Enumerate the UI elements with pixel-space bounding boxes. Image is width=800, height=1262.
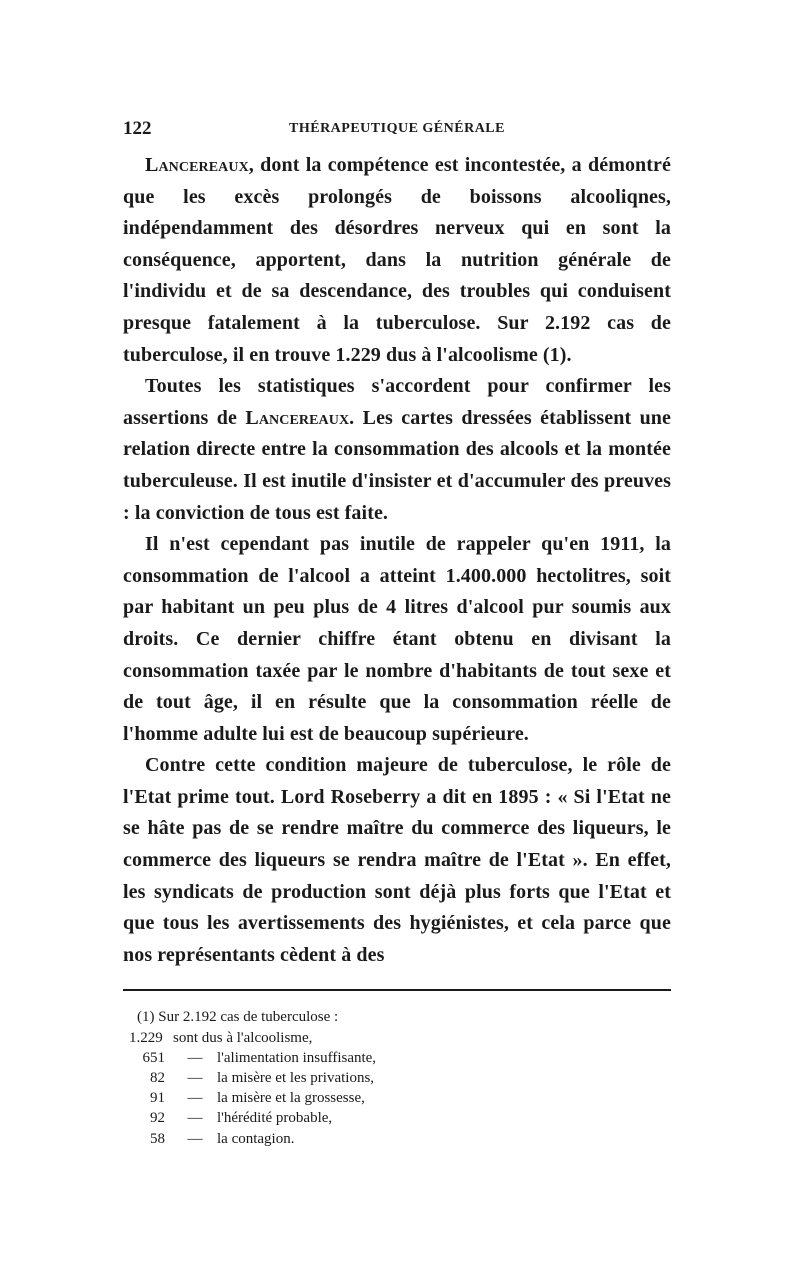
running-title: THÉRAPEUTIQUE GÉNÉRALE xyxy=(289,121,505,136)
footnote-count: 1.229 xyxy=(129,1029,163,1046)
footnote-label: la misère et les privations, xyxy=(217,1070,375,1087)
author-name: Lancereaux xyxy=(245,406,350,429)
paragraph-3: Il n'est cependant pas inutile de rappeler qu'en 1911, la consommation de l'alcool a atteint 1.400.000 hectolitres, soit par habitant un peu plus de 4 litres d'alcool pur soumis aux droits. Ce dernier chiffre étant obtenu en divisant la consommation taxée par le nombre d'habitants de tout sexe et de tout âge, il en résulte que la consommation réelle de l'homme adulte lui est de beaucoup supérieure. xyxy=(123,533,671,745)
footnote-intro: (1) Sur 2.192 cas de tuberculose : xyxy=(137,1009,339,1026)
footnote-dash: — xyxy=(187,1070,203,1087)
paragraph-2 xyxy=(123,371,671,529)
body-text xyxy=(123,150,671,971)
footnote-row xyxy=(129,1108,376,1128)
footnote-row xyxy=(129,1068,376,1088)
footnote xyxy=(123,1007,671,1148)
footnote-row xyxy=(129,1028,376,1048)
footnote-dash: — xyxy=(187,1110,203,1127)
footnote-row xyxy=(129,1048,376,1068)
footnote-dash: — xyxy=(187,1049,203,1066)
footnote-dash: — xyxy=(187,1090,203,1107)
footnote-label: la contagion. xyxy=(217,1130,295,1147)
footnote-count: 91 xyxy=(150,1090,165,1107)
footnote-row xyxy=(129,1129,376,1149)
page xyxy=(123,118,671,1149)
page-number: 122 xyxy=(123,118,152,139)
paragraph-1 xyxy=(123,150,671,371)
author-name: Lancereaux xyxy=(145,154,249,176)
footnote-dash: — xyxy=(187,1130,203,1147)
footnote-count: 92 xyxy=(150,1110,165,1127)
footnote-table xyxy=(129,1028,376,1149)
paragraph-4: Contre cette condition majeure de tuberculose, le rôle de l'Etat prime tout. Lord Roseberry a dit en 1895 : « Si l'Etat ne se hâte pas de se rendre maître du commerce des liqueurs, le commerce des liqueurs se rendra maître de l'Etat ». En effet, les syndicats de production sont déjà plus forts que l'Etat et que tous les avertissements des hygiénistes, et cela parce que nos représentants cèdent à des xyxy=(123,754,671,966)
paragraph-2-before: Toutes les statistiques s'accordent pour confirmer les assertions de xyxy=(123,375,671,429)
paragraph-2-after: . Les cartes dressées établissent une relation directe entre la consommation des alcools et la montée tuberculeuse. Il est inutile d'insister et d'accumuler des preuves : la conviction de tous est faite. xyxy=(123,406,671,524)
footnote-count: 58 xyxy=(150,1130,165,1147)
footnote-label: sont dus à l'alcoolisme, xyxy=(173,1029,313,1046)
footnote-count: 82 xyxy=(150,1070,165,1087)
footnote-divider xyxy=(123,989,671,991)
footnote-count: 651 xyxy=(142,1049,165,1066)
footnote-row xyxy=(129,1088,376,1108)
page-header xyxy=(123,118,671,142)
footnote-label: la misère et la grossesse, xyxy=(217,1090,365,1107)
footnote-label: l'alimentation insuffisante, xyxy=(217,1049,377,1066)
paragraph-1-text: , dont la compétence est incontestée, a démontré que les excès prolongés de boissons alcooliqnes, indépendamment des désordres nerveux qui en sont la conséquence, apportent, dans la nutrition générale de l'individu et de sa descendance, des troubles qui conduisent presque fatalement à la tuberculose. Sur 2.192 cas de tuberculose, il en trouve 1.229 dus à l'alcoolisme (1). xyxy=(123,154,671,366)
footnote-label: l'hérédité probable, xyxy=(217,1110,333,1127)
